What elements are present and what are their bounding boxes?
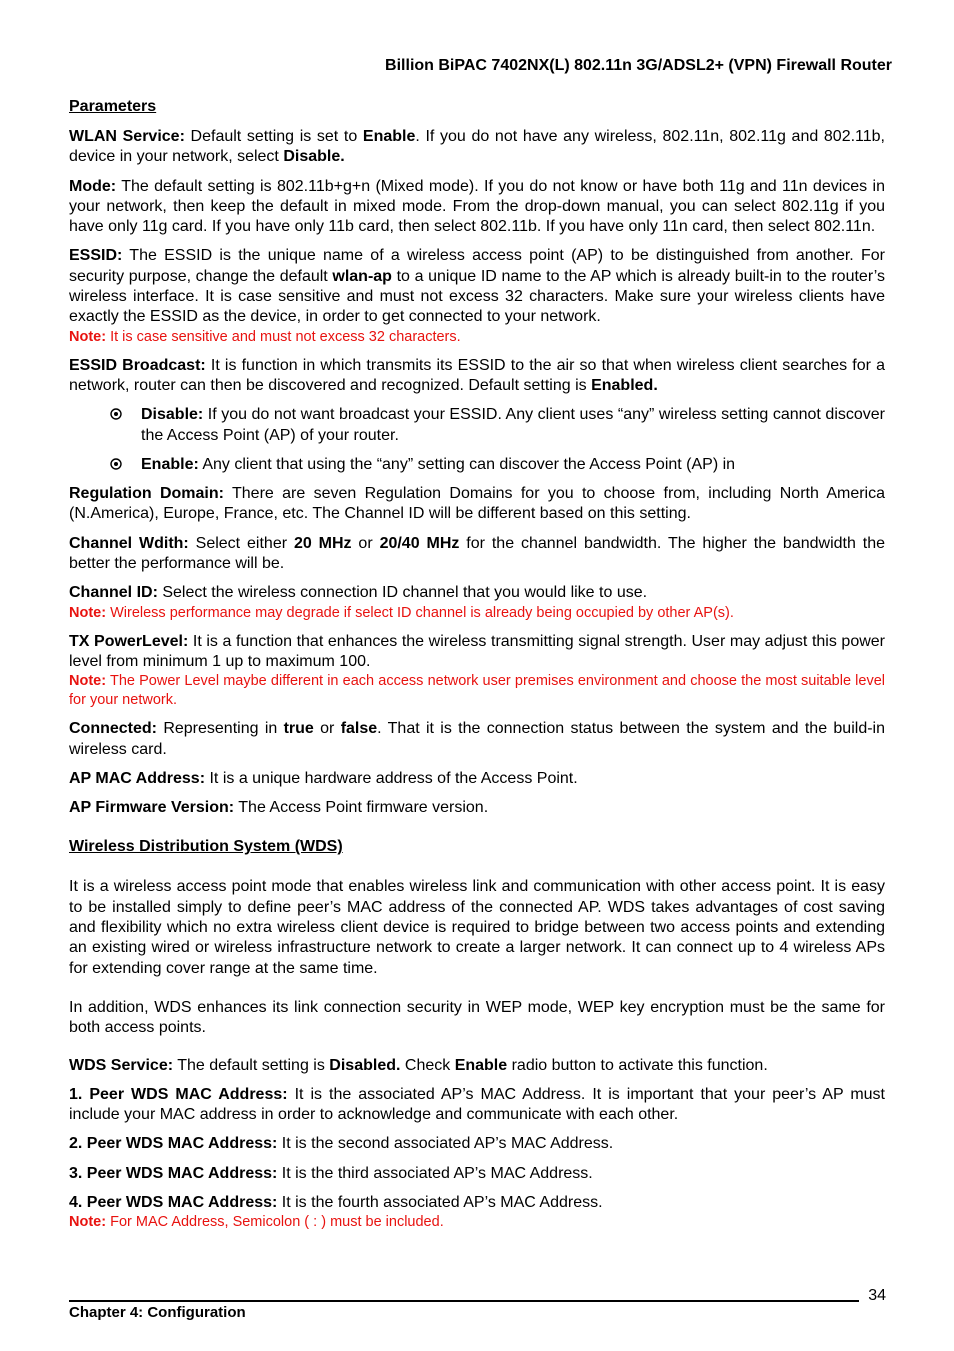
wlan-text-1: Default setting is set to bbox=[184, 128, 363, 145]
regulation-domain-text: There are seven Regulation Domains for you to choose from, including North America (N.America), Europe, France, etc. The Channel ID will be different based on this setting. bbox=[69, 485, 885, 523]
ap-mac-text: It is a unique hardware address of the Access Point. bbox=[205, 769, 578, 787]
essid-default-term: wlan-ap bbox=[332, 267, 392, 285]
page-number: 34 bbox=[868, 1287, 886, 1304]
chapter-footer: Chapter 4: Configuration bbox=[69, 1304, 246, 1321]
peer1-label: 1. Peer WDS MAC Address: bbox=[69, 1085, 288, 1103]
peer2-paragraph bbox=[69, 1134, 885, 1154]
wds-service-text-1: The default setting is bbox=[173, 1056, 330, 1074]
regulation-domain-label: Regulation Domain: bbox=[69, 485, 224, 503]
disable-label: Disable: bbox=[141, 406, 204, 424]
wlan-text-2: . If you do not have any wireless, 802.11n, 802.11g and 802.11b, device in your network, select bbox=[69, 128, 885, 166]
ap-firmware-paragraph bbox=[69, 798, 885, 818]
note-text: It is case sensitive and must not excess 32 characters. bbox=[106, 328, 461, 345]
peer3-text: It is the third associated AP’s MAC Address. bbox=[277, 1164, 593, 1182]
channel-id-text: Select the wireless connection ID channel that you would like to use. bbox=[157, 584, 648, 602]
channel-width-2040mhz: 20/40 MHz bbox=[379, 534, 460, 552]
note-text: Wireless performance may degrade if select ID channel is already being occupied by other AP(s). bbox=[106, 604, 734, 621]
peer4-text: It is the fourth associated AP’s MAC Address. bbox=[277, 1193, 603, 1211]
essid-text-2: to a unique ID name to the AP which is already built-in to the router’s wireless interface. It is case sensitive and must not excess 32 characters. Make sure your wireless clients have exactly the ESSID as the device, in order to get connected to your network. bbox=[69, 267, 886, 326]
wlan-disable-term: Disable. bbox=[283, 148, 345, 166]
mode-text: The default setting is 802.11b+g+n (Mixed mode). If you do not know or have both 11g and 11n devices in your network, then keep the default in mixed mode. From the drop-down manual, you can select 802.11g if you have only 11g card. If you have only 11b card, then select 802.11b. If you have only 11n card, then select 802.11n. bbox=[69, 177, 885, 236]
ap-firmware-label: AP Firmware Version: bbox=[69, 799, 235, 817]
ap-mac-label: AP MAC Address: bbox=[69, 769, 206, 787]
note-label: Note: bbox=[69, 328, 107, 345]
peer3-paragraph bbox=[69, 1164, 885, 1184]
wds-note bbox=[69, 1213, 885, 1232]
essid-broadcast-default: Enabled. bbox=[591, 376, 658, 394]
essid-broadcast-paragraph bbox=[69, 356, 885, 397]
note-text: For MAC Address, Semicolon ( : ) must be included. bbox=[106, 1214, 444, 1231]
footer-divider bbox=[69, 1300, 859, 1302]
ap-firmware-text: The Access Point firmware version. bbox=[234, 799, 489, 817]
connected-text-1: Representing in bbox=[157, 720, 284, 738]
wds-service-text-2: Check bbox=[400, 1056, 455, 1074]
enable-label: Enable: bbox=[141, 455, 199, 473]
wds-intro-paragraph: It is a wireless access point mode that enables wireless link and communication with other access point. It is easy to be installed simply to define peer’s MAC address of the connected AP. WDS takes advantages of cost saving and flexibility which no extra wireless client device is required to bridge between two access points and extending an existing wired or wireless infrastructure network to create a larger network. It can connect up to 4 wireless APs for extending cover range at the same time. bbox=[69, 878, 885, 977]
document-body bbox=[69, 97, 885, 1241]
channel-id-label: Channel ID: bbox=[69, 584, 158, 602]
channel-id-paragraph bbox=[69, 583, 885, 603]
connected-false: false bbox=[340, 720, 378, 738]
note-label: Note: bbox=[69, 673, 107, 690]
tx-power-label: TX PowerLevel: bbox=[69, 632, 189, 650]
mode-paragraph bbox=[69, 177, 885, 238]
circle-dot-bullet-icon bbox=[110, 458, 122, 470]
peer1-paragraph bbox=[69, 1085, 885, 1126]
connected-true: true bbox=[283, 720, 314, 738]
peer2-text: It is the second associated AP’s MAC Address. bbox=[277, 1135, 614, 1153]
regulation-domain-paragraph bbox=[69, 484, 885, 525]
wds-service-text-3: radio button to activate this function. bbox=[507, 1056, 768, 1074]
enable-item-text bbox=[108, 455, 885, 475]
connected-text-2: or bbox=[313, 720, 341, 738]
wds-service-enable: Enable bbox=[454, 1056, 508, 1074]
channel-width-text-3: for the channel bandwidth. The higher the bandwidth the better the performance will be. bbox=[69, 534, 886, 573]
wlan-service-label: WLAN Service: bbox=[69, 128, 185, 145]
wds-service-disabled: Disabled. bbox=[329, 1056, 401, 1074]
channel-id-note bbox=[69, 604, 885, 623]
disable-text: If you do not want broadcast your ESSID. Any client uses “any” wireless setting cannot discover the Access Point (AP) of your router. bbox=[141, 406, 885, 444]
essid-note bbox=[69, 328, 885, 347]
document-header: Billion BiPAC 7402NX(L) 802.11n 3G/ADSL2+ (VPN) Firewall Router bbox=[385, 57, 892, 74]
essid-paragraph bbox=[69, 246, 885, 327]
tx-power-note bbox=[69, 672, 885, 710]
wds-service-label: WDS Service: bbox=[69, 1056, 174, 1074]
wds-heading: Wireless Distribution System (WDS) bbox=[69, 838, 343, 856]
essid-broadcast-label: ESSID Broadcast: bbox=[69, 356, 206, 374]
essid-text-1: The ESSID is the unique name of a wireless access point (AP) to be distinguished from another. For security purpose, change the default bbox=[69, 247, 885, 285]
wds-security-paragraph: In addition, WDS enhances its link connection security in WEP mode, WEP key encryption must be the same for both access points. bbox=[69, 998, 885, 1037]
note-label: Note: bbox=[69, 604, 107, 621]
connected-label: Connected: bbox=[69, 720, 157, 738]
wlan-enable-term: Enable bbox=[362, 128, 416, 145]
channel-width-20mhz: 20 MHz bbox=[293, 534, 352, 552]
circle-dot-bullet-icon bbox=[110, 408, 122, 420]
peer4-paragraph bbox=[69, 1193, 885, 1213]
list-item-enable bbox=[69, 455, 885, 475]
disable-item-text bbox=[108, 405, 885, 446]
peer4-label: 4. Peer WDS MAC Address: bbox=[69, 1193, 278, 1211]
channel-width-label: Channel Wdith: bbox=[69, 534, 189, 552]
note-label: Note: bbox=[69, 1214, 107, 1231]
wlan-service-paragraph bbox=[69, 127, 885, 168]
channel-width-text-1: Select either bbox=[188, 534, 294, 552]
peer3-label: 3. Peer WDS MAC Address: bbox=[69, 1164, 278, 1182]
channel-width-paragraph bbox=[69, 534, 885, 575]
channel-width-text-2: or bbox=[351, 534, 380, 552]
ap-mac-paragraph bbox=[69, 769, 885, 789]
essid-label: ESSID: bbox=[69, 247, 123, 265]
peer1-text: It is the associated AP’s MAC Address. It is important that your peer’s AP must include your MAC address in order to acknowledge and communicate with each other. bbox=[69, 1085, 886, 1124]
tx-power-text: It is a function that enhances the wireless transmitting signal strength. User may adjust this power level from minimum 1 up to maximum 100. bbox=[69, 632, 885, 670]
note-text: The Power Level maybe different in each access network user premises environment and choose the most suitable level for your network. bbox=[69, 673, 885, 709]
connected-paragraph bbox=[69, 719, 885, 760]
mode-label: Mode: bbox=[69, 177, 117, 195]
enable-text: Any client that using the “any” setting can discover the Access Point (AP) in bbox=[198, 455, 736, 473]
tx-power-paragraph bbox=[69, 632, 885, 673]
essid-broadcast-text: It is function in which transmits its ESSID to the air so that when wireless client searches for a network, router can then be discovered and recognized. Default setting is bbox=[69, 356, 885, 394]
list-item-disable bbox=[69, 405, 885, 446]
connected-text-3: . That it is the connection status between the system and the build-in wireless card. bbox=[69, 720, 885, 758]
parameters-heading: Parameters bbox=[69, 98, 157, 115]
wds-service-paragraph bbox=[69, 1056, 885, 1076]
peer2-label: 2. Peer WDS MAC Address: bbox=[69, 1135, 278, 1153]
